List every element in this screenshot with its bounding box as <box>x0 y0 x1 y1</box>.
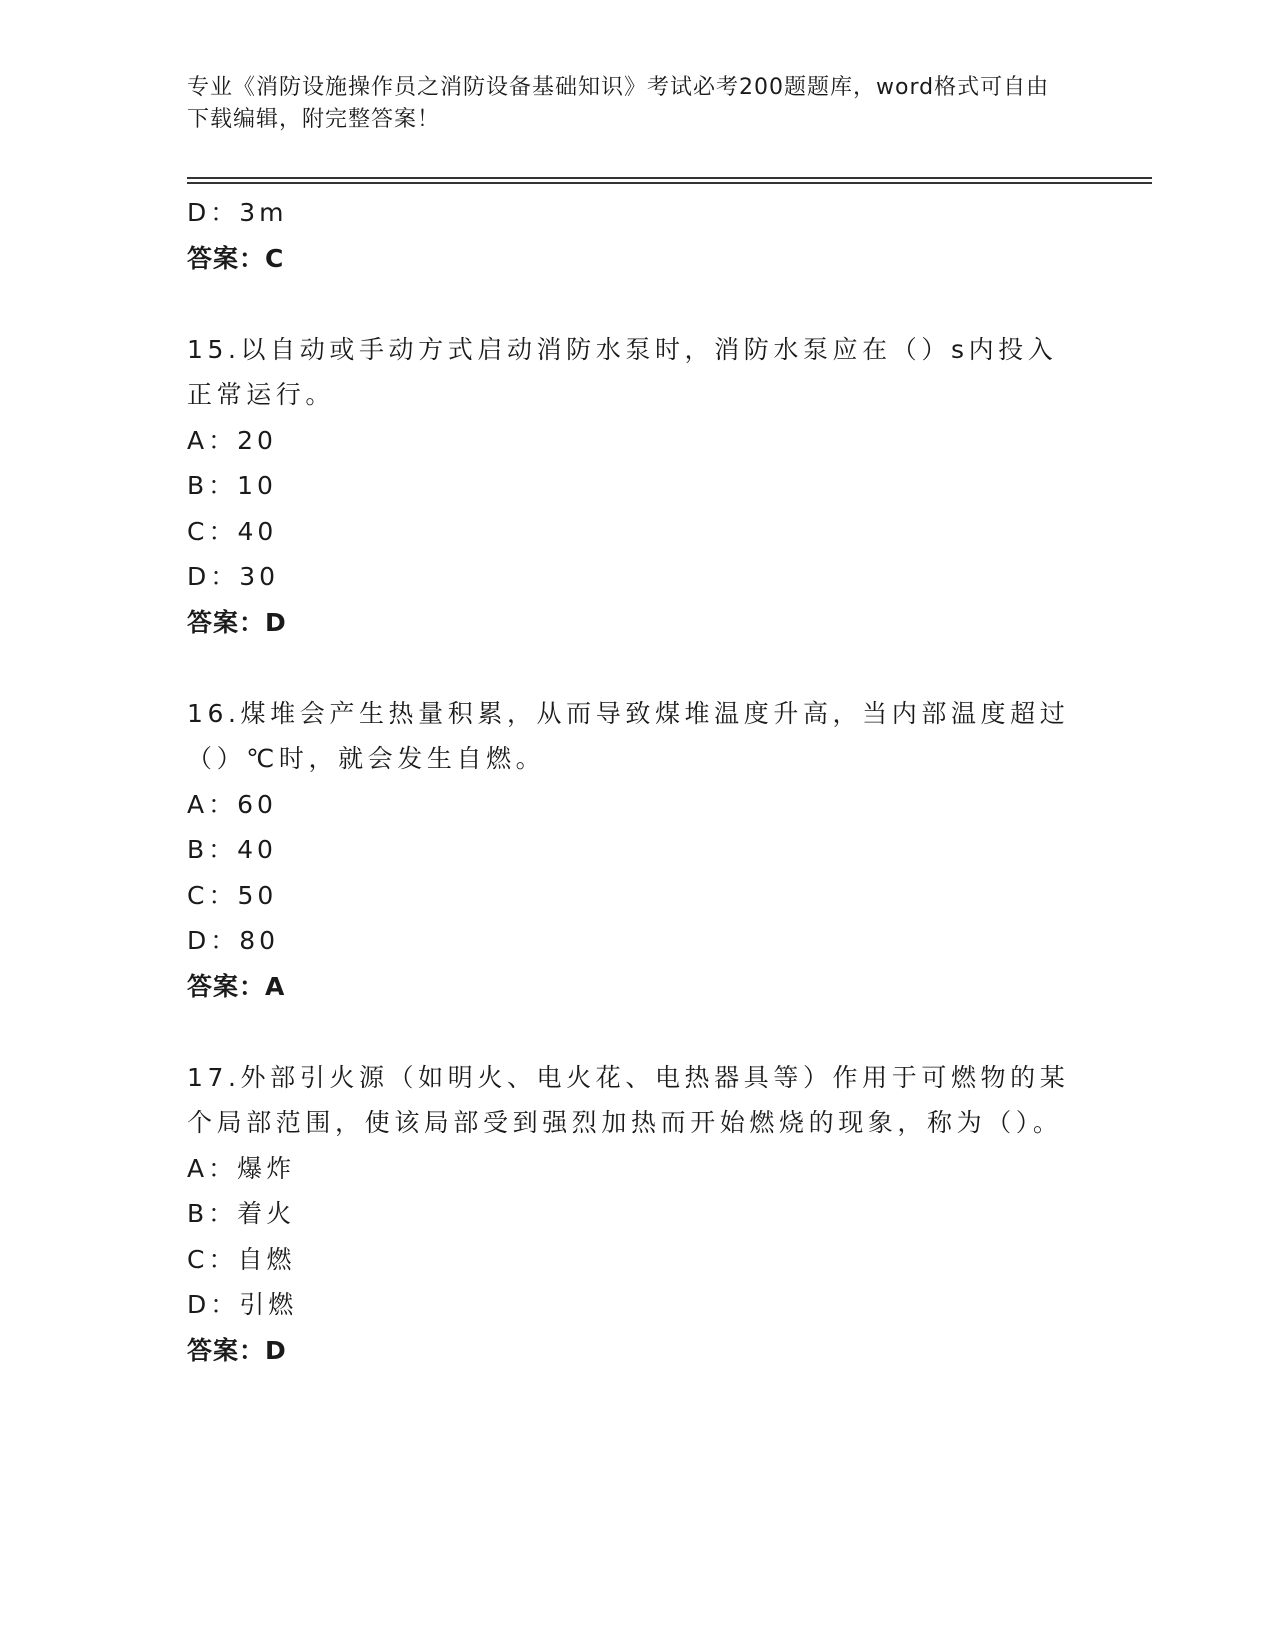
question-block-16 <box>187 691 1087 1010</box>
answer: 答案：A <box>187 971 286 1001</box>
prev-answer: 答案：C <box>187 243 285 273</box>
answer: 答案：D <box>187 1335 287 1365</box>
option-a: A：60 <box>187 789 277 819</box>
option-d: D：引燃 <box>187 1290 298 1319</box>
spacer <box>187 645 1087 691</box>
spacer <box>187 1009 1087 1055</box>
question-block-15 <box>187 327 1087 646</box>
option-d: D：30 <box>187 562 280 591</box>
option-b: B：10 <box>187 471 277 500</box>
option-c: C：50 <box>187 880 278 910</box>
prev-option-d: D：3m <box>187 198 288 227</box>
option-d: D：80 <box>187 926 280 955</box>
option-c: C：自燃 <box>187 1244 296 1274</box>
question-content <box>187 190 1087 1373</box>
question-block-17 <box>187 1055 1087 1374</box>
spacer <box>187 281 1087 327</box>
answer: 答案：D <box>187 607 287 637</box>
option-c: C：40 <box>187 516 278 546</box>
question-text: 16.煤堆会产生热量积累，从而导致煤堆温度升高，当内部温度超过（）℃时，就会发生自燃。 <box>187 698 1070 773</box>
option-a: A：爆炸 <box>187 1153 296 1183</box>
question-text: 17.外部引火源（如明火、电火花、电热器具等）作用于可燃物的某个局部范围，使该局部受到强烈加热而开始燃烧的现象，称为（）。 <box>187 1062 1070 1137</box>
header-rule-bottom <box>187 182 1152 184</box>
option-b: B：40 <box>187 835 277 864</box>
question-text: 15.以自动或手动方式启动消防水泵时，消防水泵应在（）s内投入正常运行。 <box>187 334 1058 409</box>
option-a: A：20 <box>187 425 277 455</box>
option-b: B：着火 <box>187 1199 296 1228</box>
document-header: 专业《消防设施操作员之消防设备基础知识》考试必考200题题库，word格式可自由下载编辑，附完整答案！ <box>187 75 1050 132</box>
header-rule-top <box>187 177 1152 179</box>
